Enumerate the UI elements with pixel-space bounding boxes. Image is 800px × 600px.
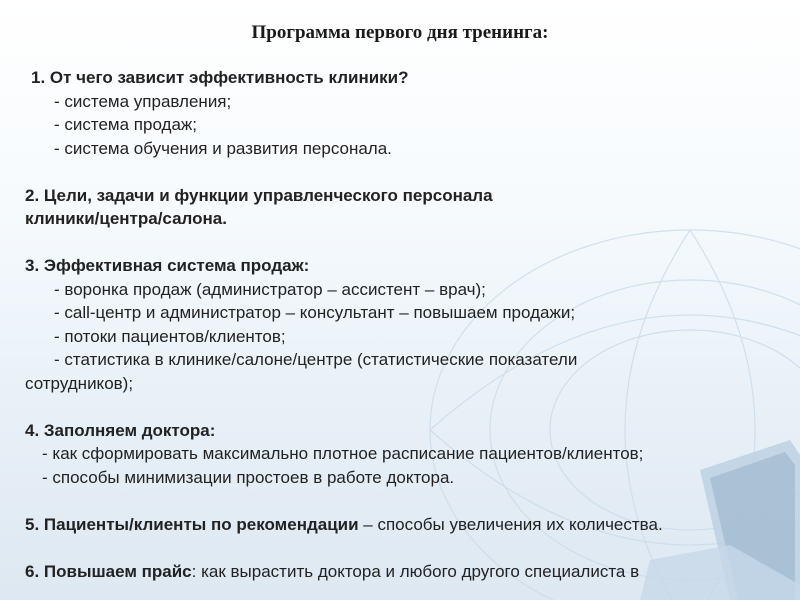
item-4-sub: - как сформировать максимально плотное расписание пациентов/клиентов; xyxy=(42,444,644,463)
item-3-sub: - статистика в клинике/салоне/центре (статистические показатели xyxy=(54,350,578,369)
item-3-sub: - call-центр и администратор – консультант – повышаем продажи; xyxy=(54,303,576,322)
item-1-sub: - система обучения и развития персонала. xyxy=(54,138,392,158)
item-5 xyxy=(25,513,785,537)
item-4-sub: - способы минимизации простоев в работе доктора. xyxy=(42,467,455,487)
item-3-heading: 3. Эффективная система продаж: xyxy=(25,256,310,275)
item-6-heading: 6. Повышаем прайс xyxy=(25,561,192,581)
item-3-sub: - потоки пациентов/клиентов; xyxy=(54,326,286,346)
item-1-heading: 1. От чего зависит эффективность клиники? xyxy=(31,68,409,87)
item-5-tail: – способы увеличения их количества. xyxy=(358,514,663,534)
program-list xyxy=(25,66,785,583)
item-2-heading: 2. Цели, задачи и функции управленческого персонала xyxy=(25,185,493,205)
page-title: Программа первого дня тренинга: xyxy=(251,22,549,43)
item-5-heading: 5. Пациенты/клиенты по рекомендации xyxy=(25,514,359,534)
item-2-heading-cont: клиники/центра/салона. xyxy=(25,209,227,228)
item-6 xyxy=(25,560,785,584)
item-3-sub-cont: сотрудников); xyxy=(25,373,134,393)
item-4-heading: 4. Заполняем доктора: xyxy=(25,420,216,440)
item-1-sub: - система продаж; xyxy=(54,115,198,134)
item-3-sub: - воронка продаж (администратор – ассистент – врач); xyxy=(54,279,486,299)
item-1-sub: - система управления; xyxy=(54,91,232,111)
item-6-tail: : как вырастить доктора и любого другого специалиста в xyxy=(191,561,640,581)
